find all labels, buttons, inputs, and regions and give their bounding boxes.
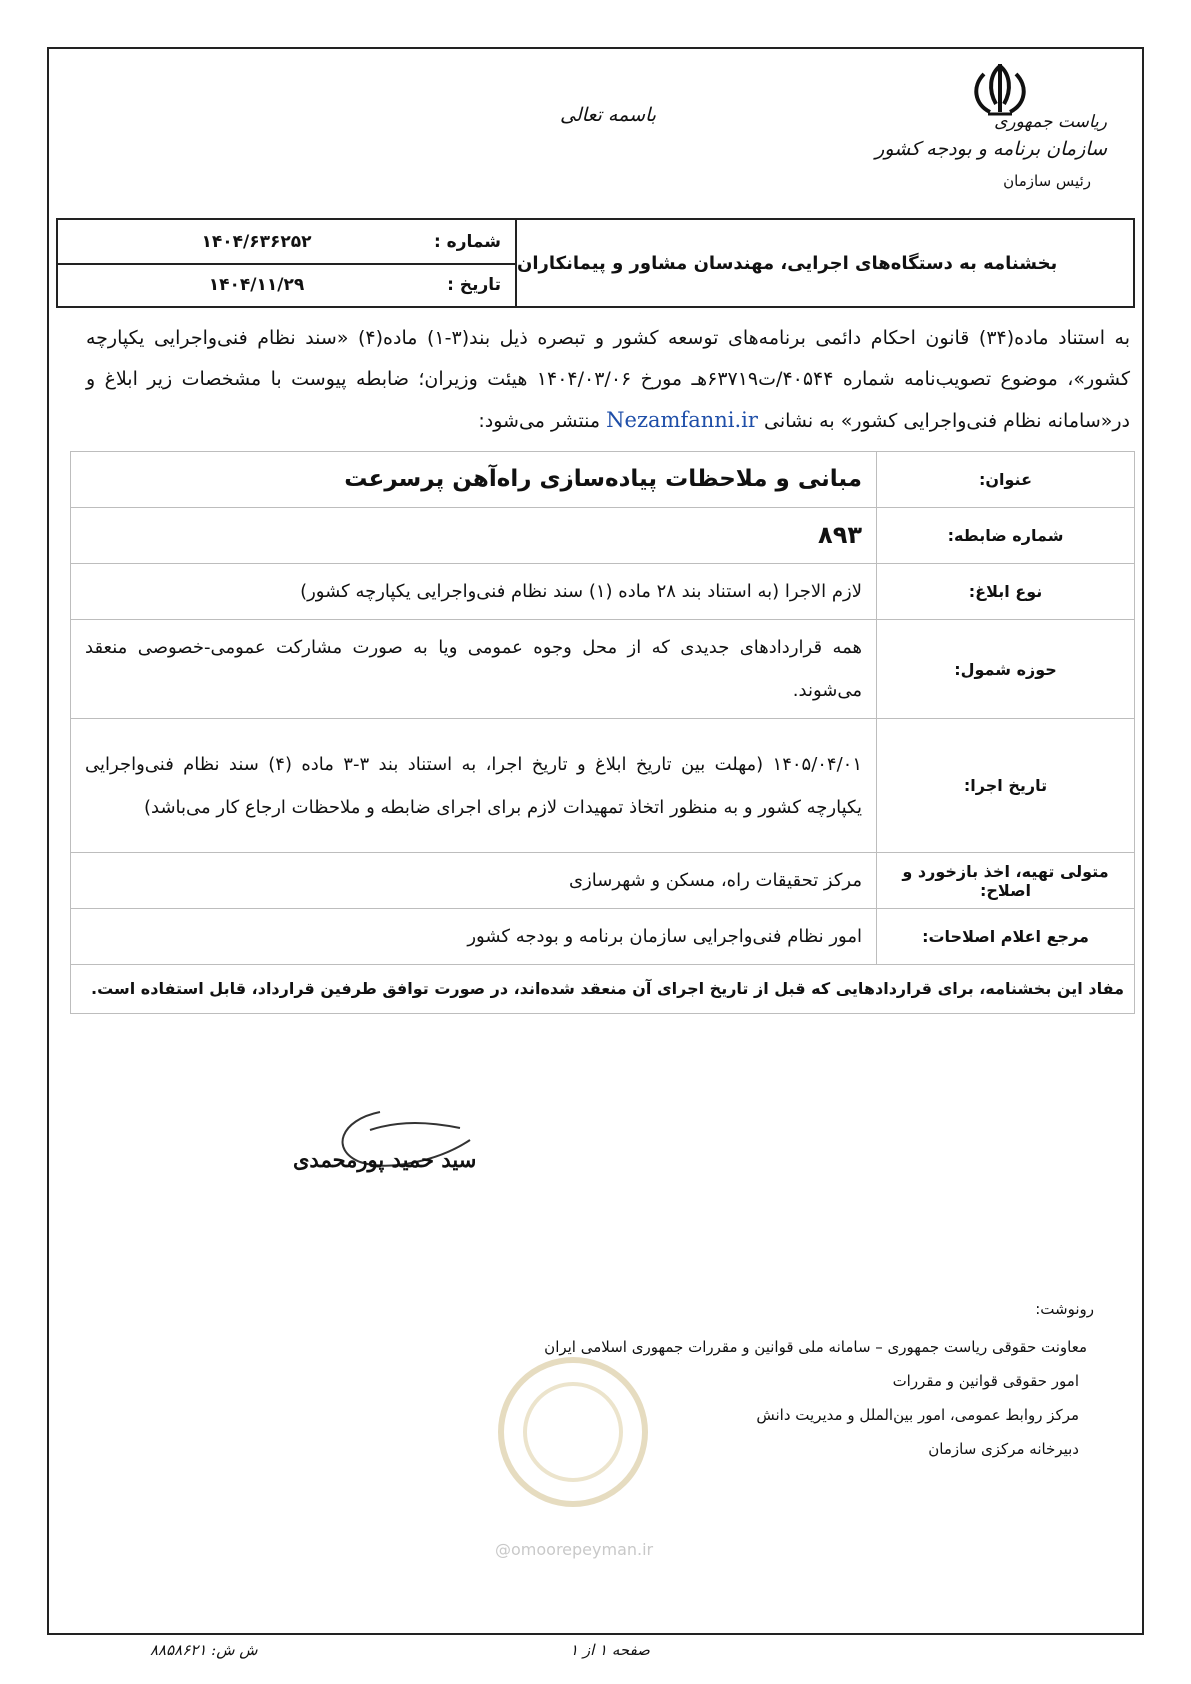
intro-text-end: منتشر می‌شود: bbox=[478, 410, 601, 432]
org-presidency: ریاست جمهوری bbox=[994, 112, 1107, 132]
spec-table bbox=[70, 451, 1135, 1014]
watermark-seal-icon bbox=[483, 1352, 663, 1512]
letter-date-value: ۱۴۰۴/۱۱/۲۹ bbox=[208, 274, 305, 295]
basmala: باسمه تعالی bbox=[560, 104, 657, 126]
iran-emblem-icon bbox=[960, 60, 1040, 120]
org-head-title: رئیس سازمان bbox=[1003, 172, 1091, 190]
watermark-text: @omoorepeyman.ir bbox=[495, 1540, 654, 1559]
table-row bbox=[71, 508, 1135, 564]
letter-title: بخشنامه به دستگاه‌های اجرایی، مهندسان مشاور و پیمانکاران bbox=[515, 220, 1133, 306]
letter-date-label: تاریخ : bbox=[447, 274, 501, 295]
standard-title: مبانی و ملاحظات پیاده‌سازی راه‌آهن پرسرعت bbox=[71, 452, 877, 508]
signatory-name: سید حمید پورمحمدی bbox=[293, 1147, 477, 1172]
table-row bbox=[71, 965, 1135, 1014]
org-name: سازمان برنامه و بودجه کشور bbox=[875, 138, 1107, 160]
row-label: مرجع اعلام اصلاحات: bbox=[877, 909, 1135, 965]
cc-item: مرکز روابط عمومی، امور بین‌الملل و مدیریت دانش bbox=[756, 1406, 1079, 1424]
row-label: تاریخ اجرا: bbox=[877, 719, 1135, 853]
correction-authority: امور نظام فنی‌واجرایی سازمان برنامه و بودجه کشور bbox=[71, 909, 877, 965]
cc-item: معاونت حقوقی ریاست جمهوری – سامانه ملی قوانین و مقررات جمهوری اسلامی ایران bbox=[544, 1338, 1087, 1356]
table-row bbox=[71, 853, 1135, 909]
effective-date: ۱۴۰۵/۰۴/۰۱ (مهلت بین تاریخ ابلاغ و تاریخ اجرا، به استناد بند ۳-۳ ماده (۴) سند نظام فنی‌واجرایی یکپارچه کشور و به منظور اتخاذ تمهیدات لازم برای اجرای ضابطه و ملاحظات ارجاع کار می‌باشد) bbox=[71, 719, 877, 853]
table-row bbox=[71, 719, 1135, 853]
nezamfanni-link[interactable]: Nezamfanni.ir bbox=[606, 408, 758, 432]
letter-header-box bbox=[56, 218, 1135, 308]
letter-number-row bbox=[58, 220, 515, 265]
row-label: شماره ضابطه: bbox=[877, 508, 1135, 564]
standard-number: ۸۹۳ bbox=[71, 508, 877, 564]
footer-code: ش ش: ۸۸۵۸۶۲۱ bbox=[150, 1641, 258, 1659]
page-number: صفحه ۱ از ۱ bbox=[570, 1641, 650, 1659]
cc-heading: رونوشت: bbox=[1035, 1300, 1094, 1318]
table-row bbox=[71, 620, 1135, 719]
row-label: حوزه شمول: bbox=[877, 620, 1135, 719]
letter-number-value: ۱۴۰۴/۶۳۶۲۵۲ bbox=[201, 231, 312, 252]
letter-number-label: شماره : bbox=[433, 231, 501, 252]
row-label: متولی تهیه، اخذ بازخورد و اصلاح: bbox=[877, 853, 1135, 909]
letter-date-row bbox=[58, 263, 515, 306]
table-row bbox=[71, 564, 1135, 620]
intro-text: به استناد ماده(۳۴) قانون احکام دائمی برنامه‌های توسعه کشور و تبصره ذیل بند(۳-۱) ماده(۴) «سند نظام فنی‌واجرایی یکپارچه کشور»، موضوع تصویب‌نامه شماره ۴۰۵۴۴/ت۶۳۷۱۹هـ مورخ ۱۴۰۴/۰۳/۰۶ هیئت وزیران؛ ضابطه پیوست با مشخصات زیر ابلاغ و در«سامانه نظام فنی‌واجرایی کشور» به نشانی bbox=[86, 327, 1131, 432]
table-row bbox=[71, 909, 1135, 965]
scope: همه قراردادهای جدیدی که از محل وجوه عمومی ویا به صورت مشارکت عمومی-خصوصی منعقد می‌شوند. bbox=[71, 620, 877, 719]
applicability-note: مفاد این بخشنامه، برای قراردادهایی که قبل از تاریخ اجرای آن منعقد شده‌اند، در صورت توافق طرفین قرارداد، قابل استفاده است. bbox=[71, 965, 1135, 1014]
intro-paragraph bbox=[86, 318, 1130, 442]
row-label: نوع ابلاغ: bbox=[877, 564, 1135, 620]
table-row bbox=[71, 452, 1135, 508]
cc-item: امور حقوقی قوانین و مقررات bbox=[892, 1372, 1079, 1390]
row-label: عنوان: bbox=[877, 452, 1135, 508]
responsible-body: مرکز تحقیقات راه، مسکن و شهرسازی bbox=[71, 853, 877, 909]
cc-item: دبیرخانه مرکزی سازمان bbox=[928, 1440, 1079, 1458]
notification-type: لازم الاجرا (به استناد بند ۲۸ ماده (۱) سند نظام فنی‌واجرایی یکپارچه کشور) bbox=[71, 564, 877, 620]
